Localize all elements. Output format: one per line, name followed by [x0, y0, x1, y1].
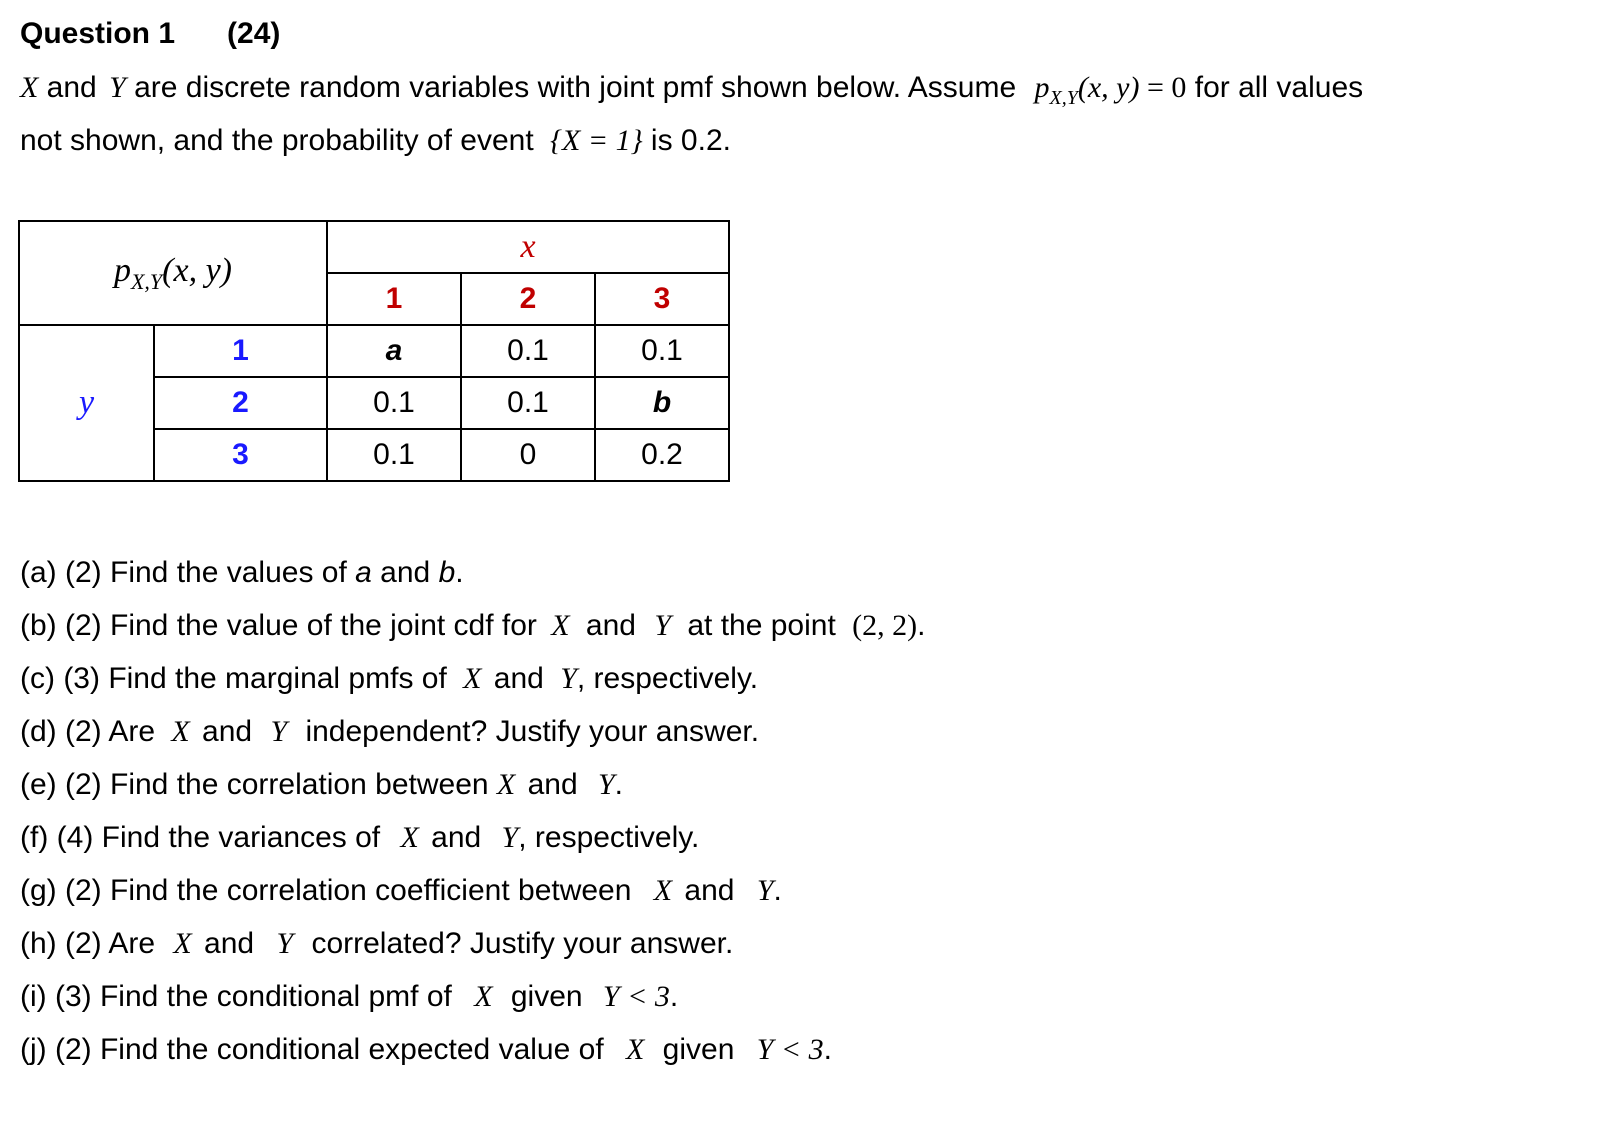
question-i: (i) (3) Find the conditional pmf of X given Y < 3.	[20, 980, 679, 1013]
pmf-cell: 0.1	[595, 325, 729, 377]
pmf-cell: 0	[461, 429, 595, 481]
pmf-cell: a	[327, 325, 461, 377]
x-value-2: 2	[461, 273, 595, 325]
y-value-2: 2	[154, 377, 327, 429]
intro-line-2: not shown, and the probability of event {X = 1} is 0.2.	[20, 124, 731, 157]
pmf-label-cell	[19, 221, 327, 325]
question-points: (24)	[227, 17, 281, 50]
pmf-cell: 0.1	[327, 377, 461, 429]
pmf-cell: 0.1	[327, 429, 461, 481]
y-value-1: 1	[154, 325, 327, 377]
pmf-cell: 0.1	[461, 325, 595, 377]
pmf-cell: 0.1	[461, 377, 595, 429]
question-c: (c) (3) Find the marginal pmfs of X and Y, respectively.	[20, 662, 759, 695]
pmf-label: $p_{X,Y}(x$, y)	[113, 251, 232, 294]
y-value-3: 3	[154, 429, 327, 481]
question-h: (h) (2) Are X and Y correlated? Justify your answer.	[20, 927, 734, 960]
pmf-cell: b	[595, 377, 729, 429]
question-d: (d) (2) Are X and Y independent? Justify your answer.	[20, 715, 760, 748]
event-expression: {X = 1}	[550, 124, 643, 157]
y-variable-label: y	[78, 384, 95, 421]
x-header-cell	[327, 221, 729, 273]
x-value-3: 3	[595, 273, 729, 325]
joint-pmf-table	[18, 220, 730, 482]
pmf-cell: 0.2	[595, 429, 729, 481]
question-a: (a) (2) Find the values of a and b.	[20, 556, 464, 589]
x-value-1: 1	[327, 273, 461, 325]
question-e: (e) (2) Find the correlation between X and Y.	[20, 768, 623, 801]
x-variable-label: x	[520, 228, 536, 265]
question-label: Question 1	[20, 17, 176, 50]
intro-line-1: X and Y are discrete random variables with joint pmf shown below. Assume $p_{X,Y}(x$, y) = 0 for all values	[20, 71, 1364, 109]
question-g: (g) (2) Find the correlation coefficient between X and Y.	[20, 874, 782, 907]
question-j: (j) (2) Find the conditional expected value of X given Y < 3.	[20, 1033, 832, 1066]
question-b: (b) (2) Find the value of the joint cdf for X and Y at the point (2, 2).	[20, 609, 926, 642]
y-header-cell	[19, 325, 154, 481]
question-f: (f) (4) Find the variances of X and Y, respectively.	[20, 821, 700, 854]
question-title	[20, 17, 280, 51]
